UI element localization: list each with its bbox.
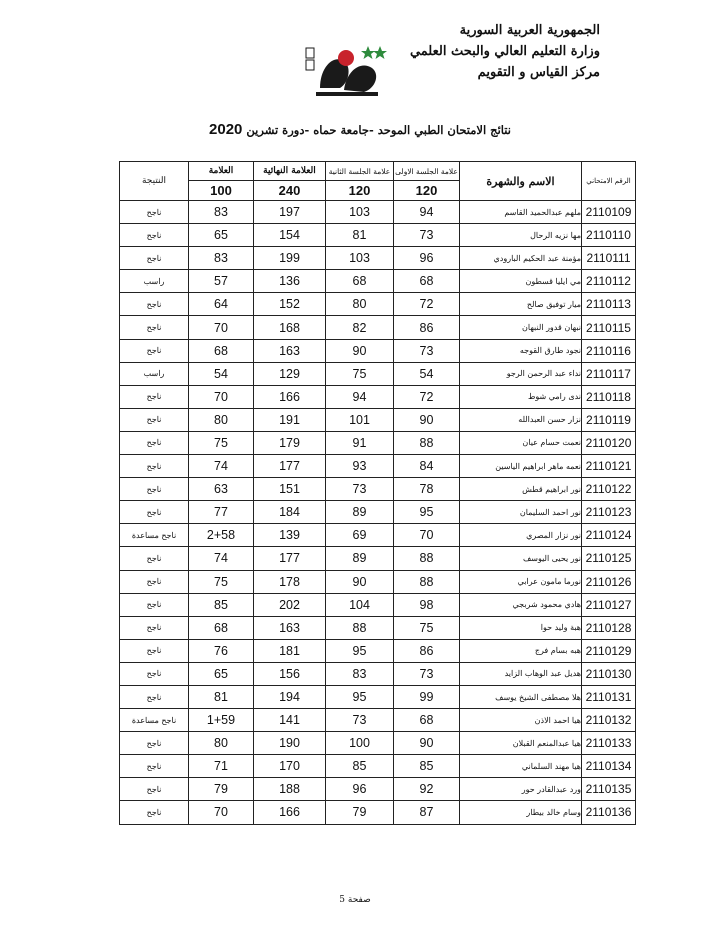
cell-session2-score: 83	[326, 662, 394, 685]
cell-result: ناجح	[120, 316, 189, 339]
cell-session1-score: 85	[394, 755, 460, 778]
page-number: صفحة 5	[339, 895, 371, 905]
cell-student-name: هديل عبد الوهاب الزايد	[460, 662, 582, 685]
cell-mark: 63	[189, 478, 254, 501]
cell-final-score: 156	[254, 662, 326, 685]
cell-student-name: نبهان قدور النبهان	[460, 316, 582, 339]
cell-student-name: نعمه ماهر ابراهيم الياسين	[460, 455, 582, 478]
cell-result: ناجح	[120, 224, 189, 247]
cell-session2-score: 95	[326, 639, 394, 662]
cell-final-score: 151	[254, 478, 326, 501]
cell-result: ناجح	[120, 501, 189, 524]
cell-result: ناجح	[120, 385, 189, 408]
cell-final-score: 184	[254, 501, 326, 524]
column-header-result: النتيجة	[120, 162, 189, 201]
cell-student-name: نور يحيى اليوسف	[460, 547, 582, 570]
cell-mark: 83	[189, 201, 254, 224]
cell-session1-score: 88	[394, 570, 460, 593]
cell-mark: 70	[189, 801, 254, 824]
cell-final-score: 178	[254, 570, 326, 593]
cell-result: ناجح	[120, 662, 189, 685]
cell-student-name: نداء عبد الرحمن الرجو	[460, 362, 582, 385]
cell-student-name: مي ايليا قسطون	[460, 270, 582, 293]
cell-session2-score: 103	[326, 247, 394, 270]
cell-session2-score: 95	[326, 685, 394, 708]
cell-session1-score: 90	[394, 408, 460, 431]
cell-final-score: 197	[254, 201, 326, 224]
cell-session1-score: 90	[394, 732, 460, 755]
cell-final-score: 194	[254, 685, 326, 708]
cell-session1-score: 94	[394, 201, 460, 224]
cell-student-name: مؤمنة عبد الحكيم البارودي	[460, 247, 582, 270]
table-row	[120, 247, 636, 270]
cell-session2-score: 79	[326, 801, 394, 824]
cell-session1-score: 87	[394, 801, 460, 824]
column-header-id: الرقم الامتحاني	[582, 162, 636, 201]
cell-session2-score: 91	[326, 431, 394, 454]
cell-result: ناجح	[120, 247, 189, 270]
cell-session2-score: 75	[326, 362, 394, 385]
cell-session1-score: 95	[394, 501, 460, 524]
cell-final-score: 129	[254, 362, 326, 385]
cell-session1-score: 54	[394, 362, 460, 385]
max-mark: 100	[189, 181, 254, 201]
table-row	[120, 778, 636, 801]
cell-final-score: 188	[254, 778, 326, 801]
cell-session1-score: 88	[394, 547, 460, 570]
cell-exam-id: 2110131	[582, 685, 636, 708]
cell-exam-id: 2110127	[582, 593, 636, 616]
cell-student-name: وسام خالد بيطار	[460, 801, 582, 824]
cell-session2-score: 73	[326, 709, 394, 732]
cell-student-name: هيا عبدالمنعم القبلان	[460, 732, 582, 755]
cell-mark: 75	[189, 431, 254, 454]
table-row	[120, 501, 636, 524]
cell-mark: 74	[189, 455, 254, 478]
cell-session1-score: 70	[394, 524, 460, 547]
table-row	[120, 662, 636, 685]
cell-student-name: ورد عبدالقادر حور	[460, 778, 582, 801]
cell-mark: 65	[189, 662, 254, 685]
cell-session2-score: 100	[326, 732, 394, 755]
cell-session2-score: 104	[326, 593, 394, 616]
cell-result: ناجح	[120, 801, 189, 824]
cell-session2-score: 88	[326, 616, 394, 639]
table-row	[120, 431, 636, 454]
cell-exam-id: 2110115	[582, 316, 636, 339]
cell-result: ناجح	[120, 431, 189, 454]
table-row	[120, 755, 636, 778]
cell-final-score: 170	[254, 755, 326, 778]
cell-session2-score: 101	[326, 408, 394, 431]
cell-final-score: 166	[254, 801, 326, 824]
cell-student-name: هلا مصطفى الشيخ يوسف	[460, 685, 582, 708]
cell-final-score: 190	[254, 732, 326, 755]
cell-exam-id: 2110120	[582, 431, 636, 454]
cell-session2-score: 93	[326, 455, 394, 478]
table-row	[120, 478, 636, 501]
table-row	[120, 270, 636, 293]
table-row	[120, 685, 636, 708]
cell-exam-id: 2110122	[582, 478, 636, 501]
cell-exam-id: 2110129	[582, 639, 636, 662]
header-row	[120, 162, 636, 181]
column-header-final: العلامة النهائية	[254, 162, 326, 181]
cell-exam-id: 2110116	[582, 339, 636, 362]
table-row	[120, 362, 636, 385]
cell-student-name: نور ابراهيم قطش	[460, 478, 582, 501]
cell-result: ناجح	[120, 478, 189, 501]
table-row	[120, 455, 636, 478]
cell-final-score: 166	[254, 385, 326, 408]
cell-student-name: نزار حسن العبدالله	[460, 408, 582, 431]
table-row	[120, 201, 636, 224]
cell-session1-score: 86	[394, 639, 460, 662]
cell-result: ناجح	[120, 293, 189, 316]
cell-student-name: مها نزيه الرحال	[460, 224, 582, 247]
cell-student-name: هبة وليد حوا	[460, 616, 582, 639]
cell-result: راسب	[120, 362, 189, 385]
cell-session2-score: 89	[326, 501, 394, 524]
cell-session1-score: 72	[394, 293, 460, 316]
table-row	[120, 408, 636, 431]
table-row	[120, 339, 636, 362]
cell-exam-id: 2110124	[582, 524, 636, 547]
cell-exam-id: 2110135	[582, 778, 636, 801]
cell-exam-id: 2110109	[582, 201, 636, 224]
cell-mark: 54	[189, 362, 254, 385]
table-row	[120, 801, 636, 824]
column-header-session1: علامة الجلسة الاولى	[394, 162, 460, 181]
cell-exam-id: 2110134	[582, 755, 636, 778]
cell-mark: 80	[189, 408, 254, 431]
cell-mark: 79	[189, 778, 254, 801]
cell-exam-id: 2110126	[582, 570, 636, 593]
cell-session1-score: 78	[394, 478, 460, 501]
cell-final-score: 177	[254, 547, 326, 570]
cell-exam-id: 2110118	[582, 385, 636, 408]
cell-final-score: 177	[254, 455, 326, 478]
cell-session1-score: 75	[394, 616, 460, 639]
cell-session2-score: 73	[326, 478, 394, 501]
cell-final-score: 163	[254, 339, 326, 362]
cell-exam-id: 2110130	[582, 662, 636, 685]
cell-result: ناجح	[120, 755, 189, 778]
cell-mark: 1+59	[189, 709, 254, 732]
cell-result: ناجح	[120, 570, 189, 593]
cell-result: ناجح	[120, 201, 189, 224]
table-row	[120, 224, 636, 247]
cell-result: راسب	[120, 270, 189, 293]
cell-student-name: نور احمد السليمان	[460, 501, 582, 524]
cell-session2-score: 68	[326, 270, 394, 293]
cell-mark: 70	[189, 316, 254, 339]
cell-final-score: 202	[254, 593, 326, 616]
title-text: نتائج الامتحان الطبي الموحد -جامعة حماه -دورة تشرين	[246, 123, 511, 137]
cell-student-name: ميار توفيق صالح	[460, 293, 582, 316]
cell-final-score: 154	[254, 224, 326, 247]
cell-student-name: ملهم عبدالحميد القاسم	[460, 201, 582, 224]
cell-session2-score: 96	[326, 778, 394, 801]
cell-final-score: 163	[254, 616, 326, 639]
cell-session1-score: 84	[394, 455, 460, 478]
cell-exam-id: 2110128	[582, 616, 636, 639]
cell-result: ناجح	[120, 778, 189, 801]
cell-mark: 77	[189, 501, 254, 524]
cell-final-score: 181	[254, 639, 326, 662]
cell-final-score: 168	[254, 316, 326, 339]
table-row	[120, 616, 636, 639]
cell-result: ناجح	[120, 455, 189, 478]
cell-mark: 65	[189, 224, 254, 247]
header-line-ministry: وزارة التعليم العالي والبحث العلمي	[409, 44, 600, 59]
column-header-session2: علامة الجلسة الثانية	[326, 162, 394, 181]
cell-student-name: ندى رامي شوط	[460, 385, 582, 408]
cell-mark: 74	[189, 547, 254, 570]
cell-session2-score: 82	[326, 316, 394, 339]
cell-session1-score: 99	[394, 685, 460, 708]
cell-student-name: نجود طارق القوجه	[460, 339, 582, 362]
cell-result: ناجح	[120, 732, 189, 755]
cell-mark: 71	[189, 755, 254, 778]
cell-result: ناجح مساعدة	[120, 524, 189, 547]
cell-mark: 68	[189, 616, 254, 639]
cell-final-score: 139	[254, 524, 326, 547]
header-line-center: مركز القياس و التقويم	[477, 65, 600, 80]
cell-session1-score: 96	[394, 247, 460, 270]
cell-result: ناجح	[120, 339, 189, 362]
cell-student-name: نعمت حسام عيان	[460, 431, 582, 454]
cell-session1-score: 68	[394, 709, 460, 732]
cell-final-score: 191	[254, 408, 326, 431]
table-row	[120, 570, 636, 593]
cell-result: ناجح	[120, 639, 189, 662]
cell-student-name: هيا احمد الاذن	[460, 709, 582, 732]
cell-exam-id: 2110112	[582, 270, 636, 293]
column-header-name: الاسم والشهرة	[460, 162, 582, 201]
cell-session2-score: 80	[326, 293, 394, 316]
cell-exam-id: 2110133	[582, 732, 636, 755]
cell-student-name: هادي محمود شربجي	[460, 593, 582, 616]
cell-student-name: نورما مامون عرابي	[460, 570, 582, 593]
table-row	[120, 293, 636, 316]
table-row	[120, 593, 636, 616]
cell-exam-id: 2110123	[582, 501, 636, 524]
cell-session2-score: 90	[326, 570, 394, 593]
cell-final-score: 179	[254, 431, 326, 454]
cell-mark: 81	[189, 685, 254, 708]
max-session1: 120	[394, 181, 460, 201]
cell-session1-score: 68	[394, 270, 460, 293]
cell-result: ناجح	[120, 685, 189, 708]
table-row	[120, 524, 636, 547]
cell-session1-score: 98	[394, 593, 460, 616]
cell-session2-score: 69	[326, 524, 394, 547]
table-row	[120, 547, 636, 570]
cell-mark: 85	[189, 593, 254, 616]
cell-mark: 70	[189, 385, 254, 408]
cell-exam-id: 2110113	[582, 293, 636, 316]
cell-exam-id: 2110136	[582, 801, 636, 824]
cell-mark: 57	[189, 270, 254, 293]
cell-exam-id: 2110119	[582, 408, 636, 431]
cell-student-name: هيا مهند السلماني	[460, 755, 582, 778]
cell-exam-id: 2110117	[582, 362, 636, 385]
cell-exam-id: 2110121	[582, 455, 636, 478]
cell-mark: 80	[189, 732, 254, 755]
cell-session1-score: 92	[394, 778, 460, 801]
cell-exam-id: 2110111	[582, 247, 636, 270]
cell-student-name: هبه بسام فرج	[460, 639, 582, 662]
table-row	[120, 732, 636, 755]
cell-result: ناجح	[120, 593, 189, 616]
cell-session2-score: 90	[326, 339, 394, 362]
cell-result: ناجح	[120, 616, 189, 639]
table-row	[120, 639, 636, 662]
table-row	[120, 385, 636, 408]
cell-session2-score: 94	[326, 385, 394, 408]
cell-session2-score: 85	[326, 755, 394, 778]
ministry-logo-icon	[300, 38, 390, 100]
cell-session1-score: 73	[394, 339, 460, 362]
document-title	[180, 121, 540, 138]
cell-mark: 2+58	[189, 524, 254, 547]
cell-session1-score: 73	[394, 224, 460, 247]
cell-mark: 68	[189, 339, 254, 362]
cell-final-score: 141	[254, 709, 326, 732]
title-year: 2020	[209, 121, 243, 138]
max-final: 240	[254, 181, 326, 201]
cell-session1-score: 86	[394, 316, 460, 339]
cell-exam-id: 2110110	[582, 224, 636, 247]
cell-mark: 83	[189, 247, 254, 270]
cell-session2-score: 89	[326, 547, 394, 570]
cell-result: ناجح	[120, 547, 189, 570]
column-header-mark: العلامة	[189, 162, 254, 181]
table-row	[120, 709, 636, 732]
cell-session1-score: 73	[394, 662, 460, 685]
cell-session2-score: 81	[326, 224, 394, 247]
cell-exam-id: 2110132	[582, 709, 636, 732]
cell-final-score: 136	[254, 270, 326, 293]
cell-exam-id: 2110125	[582, 547, 636, 570]
cell-result: ناجح مساعدة	[120, 709, 189, 732]
cell-final-score: 152	[254, 293, 326, 316]
cell-student-name: نور نزار المصري	[460, 524, 582, 547]
cell-mark: 76	[189, 639, 254, 662]
cell-session2-score: 103	[326, 201, 394, 224]
header-line-country: الجمهورية العربية السورية	[459, 23, 600, 38]
cell-session1-score: 72	[394, 385, 460, 408]
cell-result: ناجح	[120, 408, 189, 431]
table-row	[120, 316, 636, 339]
cell-final-score: 199	[254, 247, 326, 270]
cell-session1-score: 88	[394, 431, 460, 454]
cell-mark: 75	[189, 570, 254, 593]
cell-mark: 64	[189, 293, 254, 316]
results-table	[119, 161, 636, 825]
max-session2: 120	[326, 181, 394, 201]
